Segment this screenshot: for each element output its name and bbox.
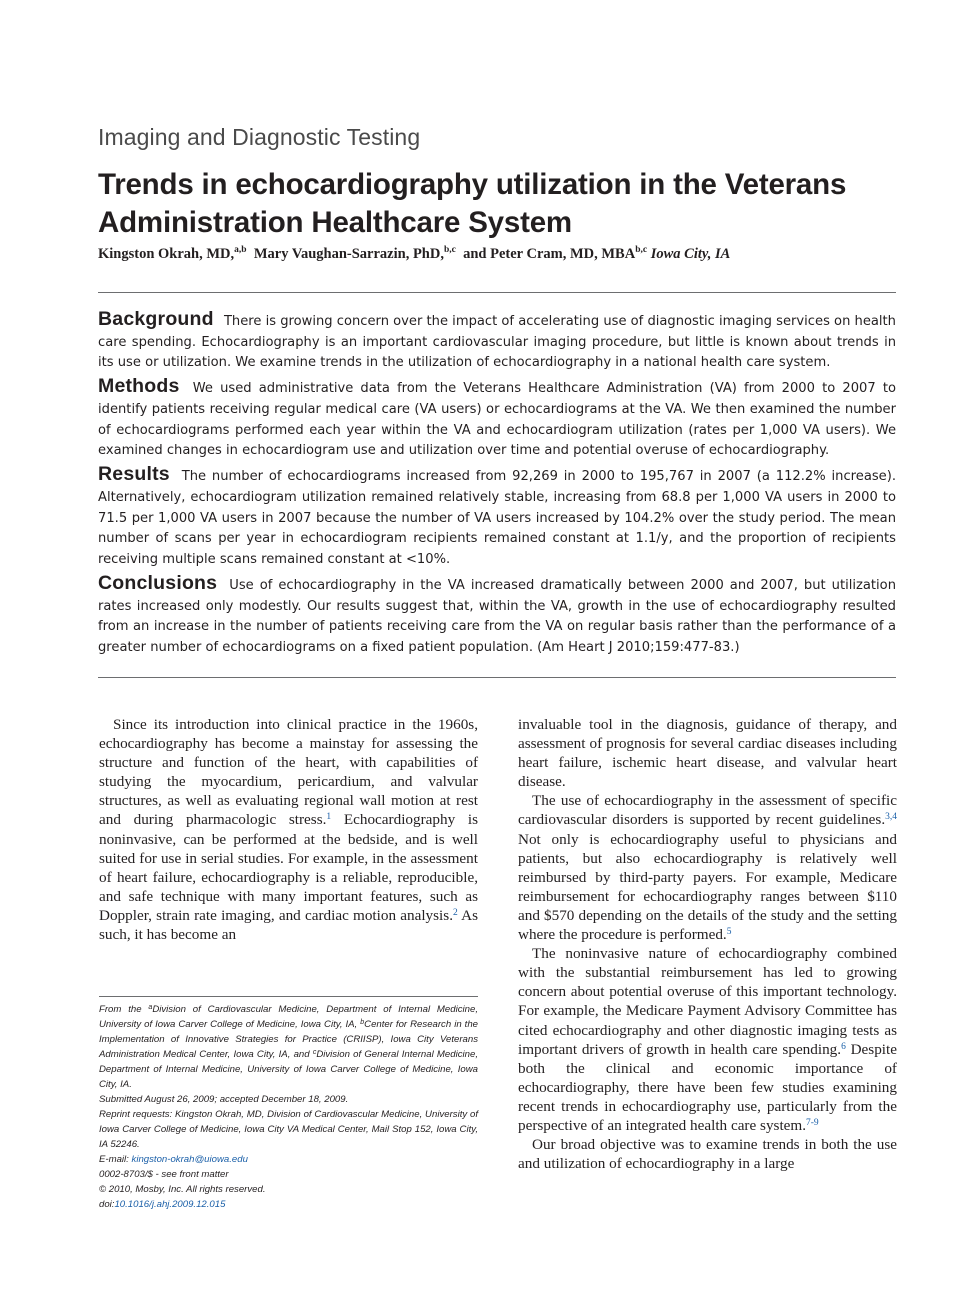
abstract-heading: Results (98, 463, 170, 486)
body-column-right (518, 715, 897, 1173)
body-text: Not only is echocardiography useful to physicians and patients, but also echocardiography is relatively well reimbursed by third-party payers. For example, Medicare reimbursement for echocardiography ranges between $110 and $570 depending on the details of the study and the setting where the procedure is performed. (518, 830, 897, 944)
author-location: Iowa City, IA (650, 246, 731, 262)
submitted-note: Submitted August 26, 2009; accepted December 18, 2009. (99, 1094, 349, 1105)
issn-note: 0002-8703/$ - see front matter (99, 1169, 229, 1180)
footnote-text: Division of Cardiovascular Medicine, Department of Internal Medicine, University of Iowa Carver College of Medicine, Iowa City, IA, (99, 1004, 478, 1030)
abstract-results (98, 464, 896, 570)
abstract-heading: Conclusions (98, 571, 218, 594)
footnote-text: Center for Research in the Implementation of Innovative Strategies for Practice (CRIISP), Iowa City Veterans Administration Medical Center, Iowa City, IA, and (99, 1019, 478, 1060)
author-name: Mary Vaughan-Sarrazin, PhD, (253, 246, 444, 262)
author-line (98, 246, 918, 263)
footnote-rule (99, 996, 478, 997)
abstract-heading: Methods (98, 375, 180, 398)
email-note (99, 1152, 478, 1167)
reprint-note: Reprint requests: Kingston Okrah, MD, Division of Cardiovascular Medicine, University of Iowa Carver College of Medicine, Iowa City VA Medical Center, Mail Stop 152, Iowa City, IA 52246. (99, 1109, 478, 1150)
author-affiliation: b,c (635, 245, 648, 255)
author-affiliation: a,b (234, 245, 247, 255)
affiliation-note (99, 1002, 478, 1092)
footnote-sup: a (148, 1004, 153, 1011)
body-column-left (99, 715, 478, 944)
abstract-text: Use of echocardiography in the VA increased dramatically between 2000 and 2007, but utilization rates increased only modestly. Our results suggest that, within the VA, growth in the use of echocardiography resulted from an increase in the number of patients receiving care from the VA on regular basis rather than the performance of a greater number of echocardiograms on a fixed patient population. (Am Heart J 2010;159:477-83.) (98, 577, 896, 655)
abstract-text: The number of echocardiograms increased from 92,269 in 2000 to 195,767 in 2007 (a 112.2% increase). Alternatively, echocardiogram utilization remained relatively stable, increasing from 68.8 per 1,000 VA users in 2000 to 71.5 per 1,000 VA users in 2007 because the number of VA users increased by 104.2% over the study period. The mean number of scans per year in echocardiogram recipients remained constant at 1.1/y, and the proportion of recipients receiving multiple scans remained constant at <10%. (98, 469, 896, 567)
citation-link[interactable]: 7-9 (806, 1117, 819, 1128)
body-text: Echocardiography is noninvasive, can be performed at the bedside, and is well suited for use in serial studies. For example, in the assessment of heart failure, echocardiography is a reliable, reproducible, and safe technique with many important features, such as Doppler, strain rate imaging, and cardiac motion analysis. (99, 811, 478, 924)
abstract-text: We used administrative data from the Veterans Healthcare Administration (VA) from 2000 to 2007 to identify patients receiving regular medical care (VA users) or echocardiograms at the VA. We then examined the number of echocardiograms performed each year within the VA and echocardiogram utilization (rates per 1,000 VA users). We examined changes in echocardiogram use and utilization over time and potential overuse of echocardiography. (98, 381, 896, 459)
body-paragraph: invaluable tool in the diagnosis, guidance of therapy, and assessment of prognosis for several cardiac diseases including heart failure, ischemic heart disease, and valvular heart disease. (518, 716, 897, 791)
footnote-text: E-mail: (99, 1154, 132, 1165)
footnotes (99, 1002, 478, 1212)
abstract-methods (98, 376, 896, 461)
doi-link[interactable]: 10.1016/j.ahj.2009.12.015 (114, 1199, 226, 1210)
body-text: The noninvasive nature of echocardiography combined with the substantial reimbursement has led to growing concern about potential overuse of this important technology. For example, the Medicare Payment Advisory Committee has cited echocardiography and other diagnostic imaging tests as important drivers of growth in health care spending. (518, 945, 897, 1058)
abstract-bottom-rule (98, 677, 896, 678)
body-text: Since its introduction into clinical practice in the 1960s, echocardiography has become a mainstay for assessing the structure and function of the heart, with capabilities of studying the myocardium, pericardium, and valvular structures, as well as evaluating regional wall motion at rest and during pharmacologic stress. (99, 716, 478, 829)
body-text: As such, it has become an (99, 906, 478, 944)
footnote-sup: b (360, 1019, 365, 1026)
body-paragraph (99, 715, 478, 944)
body-text: Despite both the clinical and economic importance of echocardiography, there have been few studies examining recent trends in echocardiography use, particularly from the perspective of an integrated health care system. (518, 1040, 897, 1134)
body-paragraph (518, 791, 897, 944)
citation-link[interactable]: 6 (841, 1041, 846, 1052)
footnote-text: From the (99, 1004, 149, 1015)
abstract-heading: Background (98, 308, 214, 330)
citation-link[interactable]: 5 (726, 927, 732, 938)
footnote-text: doi: (99, 1199, 115, 1210)
citation-link[interactable]: 2 (453, 907, 458, 918)
abstract-conclusions (98, 573, 896, 658)
author-name: Kingston Okrah, MD, (98, 246, 235, 262)
body-paragraph (518, 944, 897, 1135)
body-paragraph: Our broad objective was to examine trends in both the use and utilization of echocardiography in a large (518, 1136, 897, 1173)
footnote-text: Division of General Internal Medicine, Department of Internal Medicine, University of Iowa Carver College of Medicine, Iowa City, IA. (99, 1049, 478, 1090)
citation-link[interactable]: 1 (326, 812, 332, 823)
abstract-text: There is growing concern over the impact of accelerating use of diagnostic imaging services on health care spending. Echocardiography is an important cardiovascular imaging procedure, but little is known about trends in its use or utilization. We examine trends in the utilization of echocardiography in a national health care system. (98, 314, 896, 371)
section-label: Imaging and Diagnostic Testing (98, 124, 421, 150)
footnote-sup: c (312, 1049, 317, 1056)
copyright-note: © 2010, Mosby, Inc. All rights reserved. (99, 1184, 266, 1195)
citation-link[interactable]: 3,4 (885, 812, 897, 823)
email-link[interactable]: kingston-okrah@uiowa.edu (131, 1154, 248, 1165)
abstract-background (98, 309, 896, 374)
article-title: Trends in echocardiography utilization in the Veterans Administration Healthcare System (98, 168, 847, 239)
doi-note (99, 1197, 478, 1212)
abstract (98, 309, 896, 661)
body-text: The use of echocardiography in the assessment of specific cardiovascular disorders is supported by recent guidelines. (518, 792, 897, 829)
abstract-top-rule (98, 292, 896, 293)
author-affiliation: b,c (443, 245, 456, 255)
author-name: and Peter Cram, MD, MBA (463, 246, 636, 262)
